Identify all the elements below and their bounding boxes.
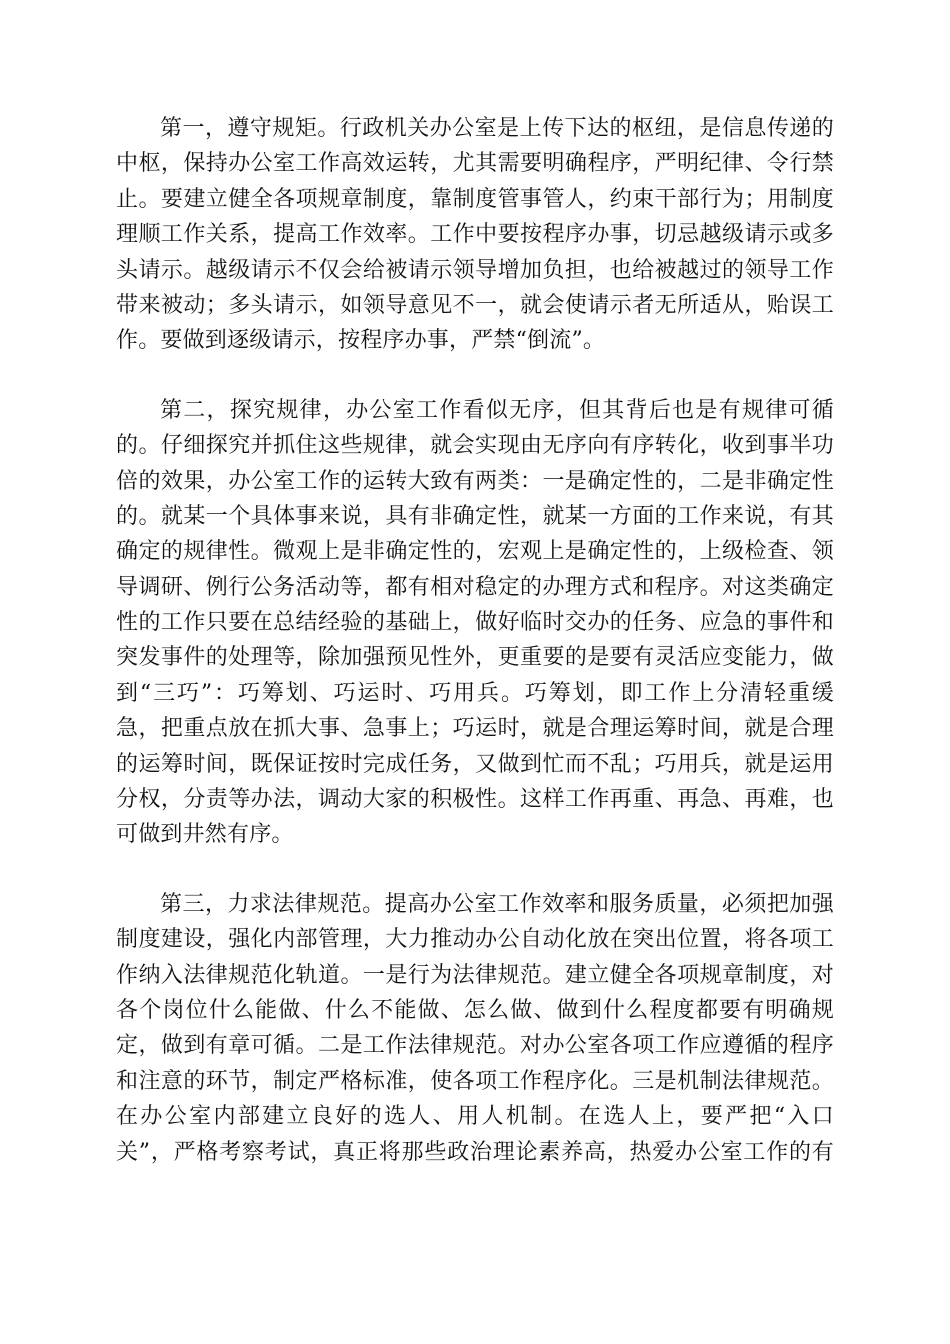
text-line: 止。要建立健全各项规章制度，靠制度管事管人，约束干部行为；用制度 [116,186,834,212]
text-line: 关”，严格考察考试，真正将那些政治理论素养高，热爱办公室工作的有 [116,1139,834,1165]
text-line: 和注意的环节，制定严格标准，使各项工作程序化。三是机制法律规范。 [116,1068,834,1094]
text-line: 的运筹时间，既保证按时完成任务，又做到忙而不乱；巧用兵，就是运用 [116,751,834,777]
text-line: 急，把重点放在抓大事、急事上；巧运时，就是合理运筹时间，就是合理 [116,716,834,742]
text-line: 到“三巧”：巧筹划、巧运时、巧用兵。巧筹划，即工作上分清轻重缓 [116,680,834,706]
text-line: 第三，力求法律规范。提高办公室工作效率和服务质量，必须把加强 [160,891,834,917]
paragraph-3 [116,887,834,1170]
text-line: 性的工作只要在总结经验的基础上，做好临时交办的任务、应急的事件和 [116,610,834,636]
text-line: 作纳入法律规范化轨道。一是行为法律规范。建立健全各项规章制度，对 [116,962,834,988]
text-line: 定，做到有章可循。二是工作法律规范。对办公室各项工作应遵循的程序 [116,1033,834,1059]
text-line: 制度建设，强化内部管理，大力推动办公自动化放在突出位置，将各项工 [116,927,834,953]
document-body [116,111,834,1204]
text-line: 分权，分责等办法，调动大家的积极性。这样工作再重、再急、再难，也 [116,787,834,813]
text-line: 突发事件的处理等，除加强预见性外，更重要的是要有灵活应变能力，做 [116,645,834,671]
text-line: 带来被动；多头请示，如领导意见不一，就会使请示者无所适从，贻误工 [116,292,834,318]
text-line: 理顺工作关系，提高工作效率。工作中要按程序办事，切忌越级请示或多 [116,222,834,248]
text-line: 倍的效果，办公室工作的运转大致有两类：一是确定性的，二是非确定性 [116,468,834,494]
text-line: 确定的规律性。微观上是非确定性的，宏观上是确定性的，上级检查、领 [116,539,834,565]
text-line: 的。就某一个具体事来说，具有非确定性，就某一方面的工作来说，有其 [116,503,834,529]
text-line: 在办公室内部建立良好的选人、用人机制。在选人上，要严把“入口 [116,1104,834,1130]
text-line: 各个岗位什么能做、什么不能做、怎么做、做到什么程度都要有明确规 [116,997,834,1023]
text-line: 作。要做到逐级请示，按程序办事，严禁“倒流”。 [116,328,606,354]
text-line: 中枢，保持办公室工作高效运转，尤其需要明确程序，严明纪律、令行禁 [116,151,834,177]
text-line: 第一，遵守规矩。行政机关办公室是上传下达的枢纽，是信息传递的 [160,116,834,141]
text-line: 第二，探究规律，办公室工作看似无序，但其背后也是有规律可循 [160,397,834,423]
text-line: 头请示。越级请示不仅会给被请示领导增加负担，也给被越过的领导工作 [116,257,834,283]
paragraph-2 [116,393,834,853]
text-line: 的。仔细探究并抓住这些规律，就会实现由无序向有序转化，收到事半功 [116,433,834,459]
text-line: 导调研、例行公务活动等，都有相对稳定的办理方式和程序。对这类确定 [116,574,834,600]
text-line: 可做到井然有序。 [116,822,294,848]
paragraph-1 [116,111,834,359]
